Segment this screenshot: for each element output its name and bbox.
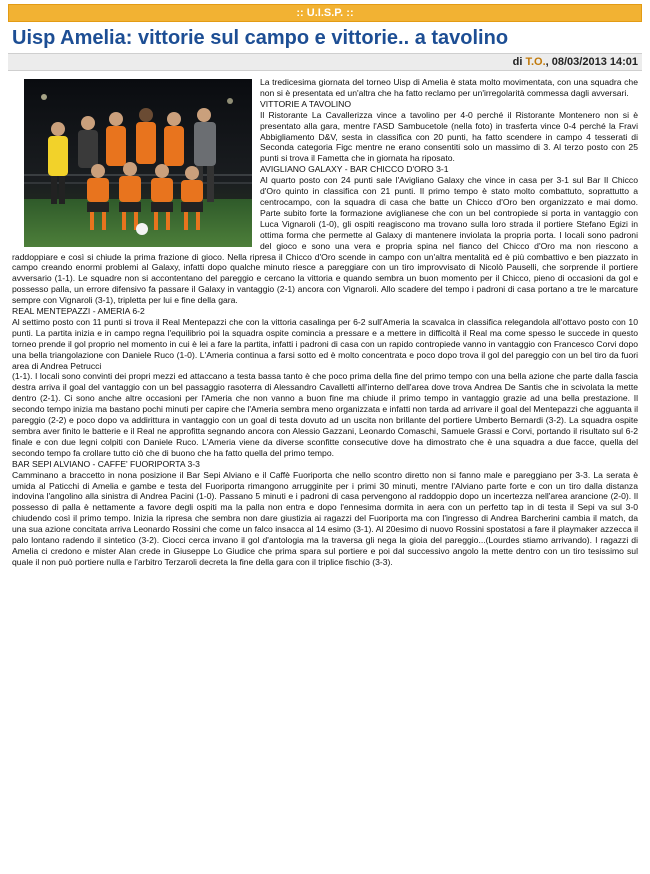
- byline-prefix: di: [512, 56, 523, 68]
- article-body: [8, 77, 642, 568]
- match-heading: VITTORIE A TAVOLINO: [260, 98, 352, 109]
- article-paragraph: Al quarto posto con 24 punti sale l'Avigliano Galaxy che vince in casa per 3-1 sul Bar Il Chicco d'Oro quinto in classifica con 21 punti. Il primo tempo è stato molto combattuto, soprattutto a centrocampo, con la squadra di casa che batte un Chicco d'Oro ben organizzato e mai domo. Parte subito forte la formazione aviglianese che con un bel contropiede si porta in vantaggio con Luca Vignaroli (1-0), gli ospiti reagiscono ma trovano sulla loro strada il portiere Stefano Egizi in ottima forma che permette al Galaxy di mantenere inviolata la propria porta. I locali sono padroni del gioco e sono una vera e propria spina nel fianco del Chicco d'Oro ma non riescono a raddoppiare e così si chiude la prima frazione di gioco. Nella ripresa il Chicco d'Oro scende in campo con un'altra mentalità ed è più combattivo e ben piazzato in campo creando enormi problemi al Galaxy, infatti dopo qualche minuto riesce a pareggiare con un tiro improvvisato di Nicolò Pauselli, che sorprende il portiere avversario (1-1). Le squadre non si accontentano del pareggio e cercano la vittoria e quando sembra un buon momento per il Chicco, pieno di occasioni da gol e possesso palla, un errore difensivo fa passare il Galaxy in vantaggio (2-1) ancora con Vignaroli. Allo scadere del tempo i padroni di casa portano a tre le marcature sempre con Vignaroli (3-1), tripletta per lui e fine della gara.: [12, 175, 638, 306]
- publish-date: , 08/03/2013 14:01: [545, 56, 638, 68]
- article-paragraph: La tredicesima giornata del torneo Uisp di Amelia è stata molto movimentata, con una squadra che non si è presentata ed un'altra che ha fatto reclamo per un'irregolarità commessa dagli avversari.: [260, 77, 638, 98]
- match-heading: AVIGLIANO GALAXY - BAR CHICCO D'ORO 3-1: [260, 164, 449, 175]
- byline: [8, 53, 642, 71]
- match-heading: REAL MENTEPAZZI - AMERIA 6-2: [12, 306, 145, 317]
- article-paragraph: Il Ristorante La Cavallerizza vince a tavolino per 4-0 perché il Ristorante Montenero non si è presentato alla gara, mentre l'ASD Sambucetole (nella foto) in trasferta vince 0-4 perché la Fravi Abbigliamento D&V, sesta in classifica con 20 punti, ha fatto scendere in campo 4 tesserati di Seconda categoria Figc mentre ne erano consentiti solo un massimo di 3. Al terzo posto con 25 punti si trova il Fametta che in giornata ha riposato.: [260, 109, 638, 164]
- article-paragraph: (1-1). I locali sono convinti dei propri mezzi ed attaccano a testa bassa tanto è che poco prima della fine del primo tempo con una bella azione che parte dalla fascia destra arriva il goal del vantaggio con un bel passaggio rasoterra di Alessandro Cavalletti all'interno dell'area dove trova Andrea De Santis che in scivolata la mette dentro (2-1). Ci sono anche altre occasioni per l'Ameria che non vanno a buon fine ma chiude il primo tempo in vantaggio grazie ad una bella prestazione. Il secondo tempo inizia ma bastano pochi minuti per capire che l'Ameria sembra meno organizzata e infatti non tarda ad arrivare il goal del Mentepazzi che agguanta il pareggio (2-2) e poco dopo va addirittura in vantaggio con un goal di testa dovuto ad un uscita non brillante del portiere Umberto Bernardi (3-2). La squadra ospite sembra aver finito le batterie e il Real ne approfitta segnando ancora con Alessio Gazzani, Leonardo Comaschi, Samuele Grassi e Corvi, portando il risultato sul 6-2 finale e con due legni colpiti con Daniele Ruco. L'Ameria viene da diverse sconfitte consecutive dove ha dimostrato che è una squadra a due facce, quella del secondo tempo fa crollare tutto ciò che di buono che ha fatto quella del primo tempo.: [12, 371, 638, 458]
- match-heading: BAR SEPI ALVIANO - CAFFE' FUORIPORTA 3-3: [12, 458, 200, 469]
- article-paragraph: Al settimo posto con 11 punti si trova il Real Mentepazzi che con la vittoria casalinga per 6-2 sull'Ameria la scavalca in classifica relegandola all'ottavo posto con 10 punti. La partita inizia e in campo regna l'equilibrio poi la squadra ospite comincia a pressare e a mettere in difficoltà il Real ma come spesso le succede in questo torneo prende il gol proprio nel momento in cui è lei a fare la partita, infatti i padroni di casa con un rapido contropiede vanno in vantaggio con Francesco Corvi dopo una bella triangolazione con Daniele Ruco (1-0). L'Ameria continua a farsi sotto ed è molto concentrata e poco dopo trova il gol del pareggio con un bel tiro da fuori area di Andrea Petrucci: [12, 316, 638, 371]
- section-bar[interactable]: :: U.I.S.P. ::: [8, 4, 642, 22]
- team-photo: [24, 79, 252, 247]
- page-title[interactable]: Uisp Amelia: vittorie sul campo e vittorie.. a tavolino: [12, 27, 509, 49]
- article-paragraph: Camminano a braccetto in nona posizione il Bar Sepi Alviano e il Caffè Fuoriporta che nello scontro diretto non si fanno male e pareggiano per 3-3. La serata è umida al Paticchi di Amelia e gambe e testa del Fuoriporta rimangono arrugginite per i primi 30 minuti, mentre l'Alviano parte forte e con un tiro dalla distanza indovina l'angolino alla sinistra di Andrea Pacini (1-0). Passano 5 minuti e i padroni di casa pervengono al raddoppio dopo un incertezza nell'area arancione (2-0). Il possesso di palla è nettamente a favore degli ospiti ma la palla non entra e dopo l'ennesima dormita in aera con un perfetto tap in di testa il Sepi va sul 3-0 chiudendo così il primo tempo. Inizia la ripresa che sembra non dare giustizia ai ragazzi del Fuoriporta ma con l'ingresso di Andrea Barcherini cambia il match, da una sua azione concitata arriva Leonardo Rossini che come un falco insacca al 14 esimo (3-1). Al 20esimo di nuovo Rossini spostatosi a fare il playmaker azzecca il palo lontano radendo il sintetico (3-2). Ciocci cerca invano il gol d'antologia ma la traversa gli nega la gioia del pareggio...(Lourdes stiamo arrivando). I ragazzi di Amelia ci credono e mister Alan crede in Giuseppe Lo Giudice che prima spara sul portiere e poi dal successivo angolo la mette dentro con un tiro tesissimo sul quale il non può portiere nulla e l'arbitro Terzaroli decreta la fine della gara con il triplice fischio (3-3).: [12, 469, 638, 567]
- team-photo-icon: [24, 79, 252, 247]
- author-link[interactable]: T.O.: [525, 56, 546, 68]
